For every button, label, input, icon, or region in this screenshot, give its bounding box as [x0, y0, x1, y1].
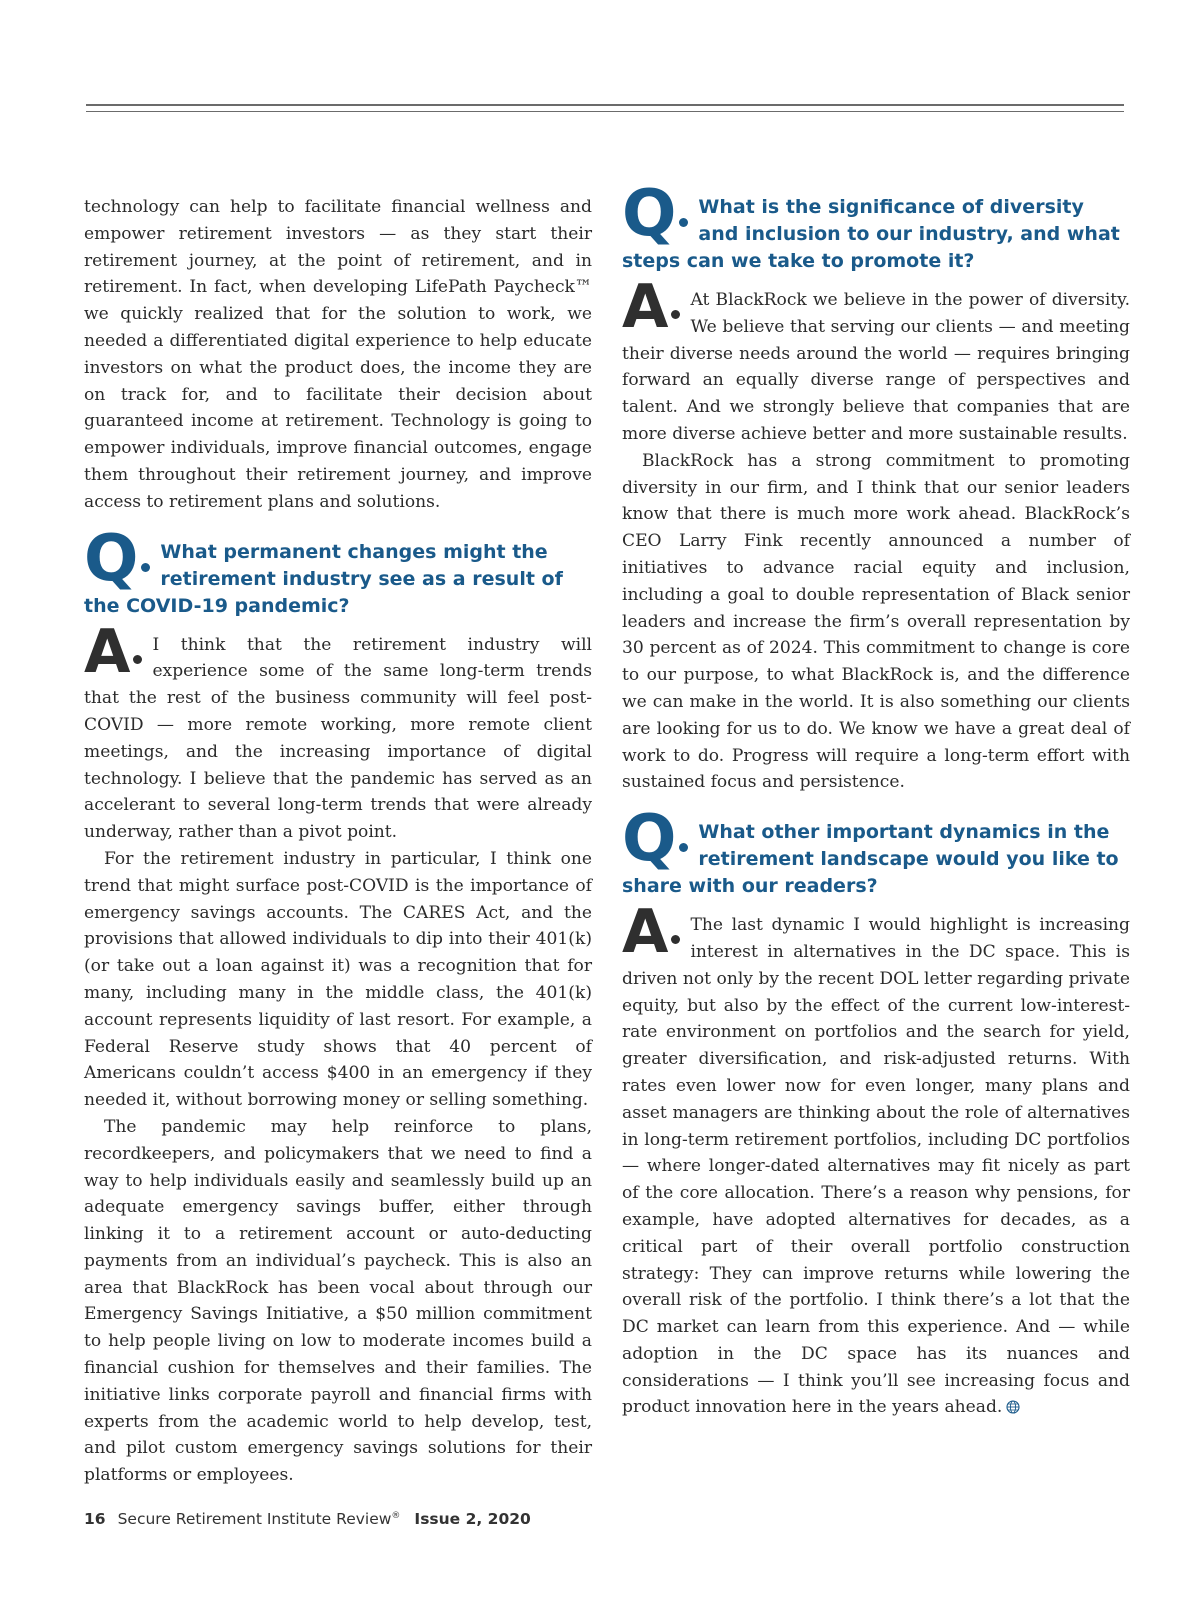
answer-1-paragraph-1: A I think that the retirement industry will experience some of the same long-term trends that the rest of the business community will feel post-COVID — more remote working, more remote client meetings, and the increasing importance of digital technology. I believe that the pandemic has served as an accelerant to several long-term trends that were already underway, rather than a pivot point.	[84, 616, 592, 843]
question-2-text: What is the significance of diversity and inclusion to our industry, and what steps can we take to promote it?	[622, 196, 1120, 272]
publication-name: Secure Retirement Institute Review®	[117, 1510, 401, 1528]
answer-2-paragraph-2: BlackRock has a strong commitment to promoting diversity in our firm, and I think that our senior leaders know that there is much more work ahead. BlackRock’s CEO Larry Fink recently announced a number of initiatives to advance racial equity and inclusion, including a goal to double representation of Black senior leaders and increase the firm’s overall representation by 30 percent as of 2024. This commitment to change is core to our purpose, to what BlackRock is, and the difference we can make in the world. It is also something our clients are looking for us to do. We know we have a great deal of work to do. Progress will require a long-term effort with sustained focus and persistence.	[622, 450, 1130, 793]
a-letter: A	[622, 906, 680, 956]
issue-label: Issue 2, 2020	[414, 1510, 531, 1528]
q-letter: Q	[622, 813, 688, 863]
left-column	[84, 194, 592, 1489]
question-3-text: What other important dynamics in the retirement landscape would you like to share with our readers?	[622, 821, 1119, 898]
intro-paragraph: technology can help to facilitate financial wellness and empower retirement investors — as they start their retirement journey, at the point of retirement, and in retirement. In fact, when developing LifePath Paycheck™ we quickly realized that for the solution to work, we needed a differentiated digital experience to help educate investors on what the product does, the income they are on track for, and to facilitate their decision about guaranteed income at retirement. Technology is going to empower individuals, improve financial outcomes, engage them throughout their retirement journey, and improve access to retirement plans and solutions.	[84, 197, 592, 512]
page-number: 16	[84, 1510, 106, 1528]
answer-2-paragraph-1: A At BlackRock we believe in the power of diversity. We believe that serving our clients — and meeting their diverse needs around the world — requires bringing forward an equally diverse range of perspectives and talent. And we strongly believe that companies that are more diverse achieve better and more sustainable results.	[622, 272, 1130, 444]
question-2	[622, 177, 1130, 275]
q-letter: Q	[84, 533, 150, 583]
a-letter: A	[622, 281, 680, 331]
a-letter: A	[84, 626, 142, 676]
page-footer	[84, 1510, 531, 1528]
answer-1-paragraph-2: For the retirement industry in particular, I think one trend that might surface post-COVID is the importance of emergency savings accounts. The CARES Act, and the provisions that allowed individuals to dip into their 401(k) (or take out a loan against it) was a recognition that for many, including many in the middle class, the 401(k) account represents liquidity of last resort. For example, a Federal Reserve study shows that 40 percent of Americans couldn’t access $400 in an emergency if they needed it, without borrowing money or selling something.	[84, 848, 592, 1111]
question-1-text: What permanent changes might the retirement industry see as a result of the COVID-19 pandemic?	[84, 540, 563, 617]
q-letter: Q	[622, 188, 688, 238]
question-1	[84, 521, 592, 620]
globe-icon	[1006, 1400, 1020, 1414]
right-column	[622, 177, 1130, 1421]
header-rule	[86, 104, 1124, 112]
answer-1-paragraph-3: The pandemic may help reinforce to plans, recordkeepers, and policymakers that we need to find a way to help individuals easily and seamlessly build up an adequate emergency savings buffer, either through linking it to a retirement account or auto-deducting payments from an individual’s paycheck. This is also an area that BlackRock has been vocal about through our Emergency Savings Initiative, a $50 million commitment to help people living on low to moderate incomes build a financial cushion for themselves and their families. The initiative links corporate payroll and financial firms with experts from the academic world to help develop, test, and pilot custom emergency savings solutions for their platforms or employees.	[84, 1116, 592, 1486]
answer-3-paragraph-1: A The last dynamic I would highlight is increasing interest in alternatives in the DC space. This is driven not only by the recent DOL letter regarding private equity, but also by the effect of the current low-interest-rate environment on portfolios and the search for yield, greater diversification, and risk-adjusted returns. With rates even lower now for even longer, many plans and asset managers are thinking about the role of alternatives in long-term retirement portfolios, including DC portfolios — where longer-dated alternatives may fit nicely as part of the core allocation. There’s a reason why pensions, for example, have adopted alternatives for decades, as a critical part of their overall portfolio construction strategy: They can improve returns while lowering the overall risk of the portfolio. I think there’s a lot that the DC market can learn from this experience. And — while adoption in the DC space has its nuances and considerations — I think you’ll see increasing focus and product innovation here in the years ahead.	[622, 897, 1130, 1418]
question-3	[622, 802, 1130, 900]
